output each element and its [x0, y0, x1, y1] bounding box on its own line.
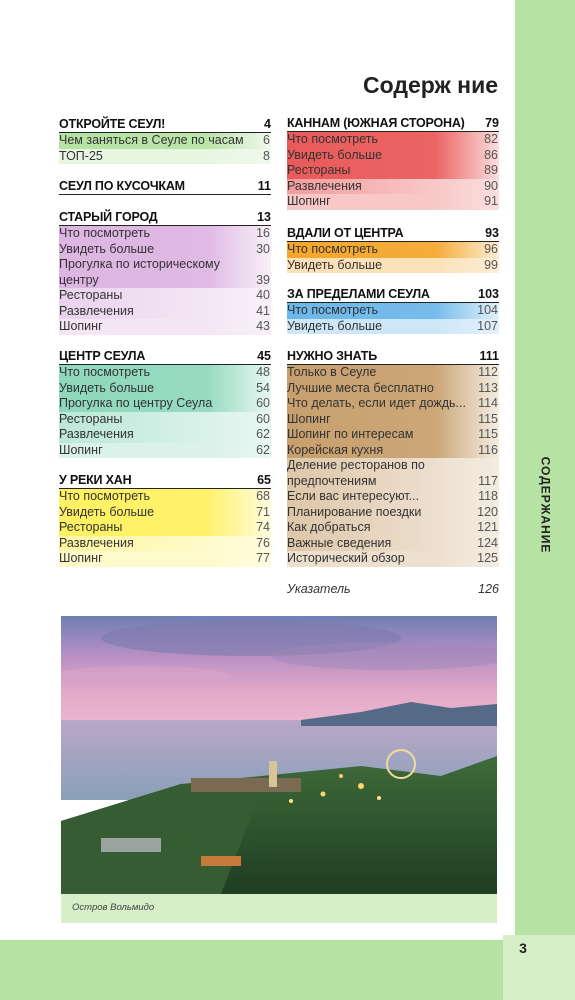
section-page: 45 — [257, 349, 271, 363]
entry-label: Рестораны — [59, 288, 123, 302]
entry-label: Шопинг — [59, 319, 103, 333]
toc-entry[interactable] — [287, 242, 499, 258]
entry-label: Рестораны — [287, 163, 351, 177]
entry-label: Шопинг по интересам — [287, 427, 414, 441]
entry-label: Прогулка по центру Сеула — [59, 396, 213, 410]
entry-page: 8 — [263, 148, 270, 163]
section-heading[interactable] — [287, 116, 499, 132]
toc-entry[interactable] — [59, 536, 271, 552]
entry-label: Деление ресторанов по предпочтениям — [287, 458, 425, 488]
toc-entry[interactable] — [287, 319, 499, 335]
entry-page: 113 — [478, 380, 498, 395]
entry-label: Шопинг — [287, 411, 331, 426]
toc-entry[interactable] — [59, 365, 271, 381]
entry-label: Важные сведения — [287, 535, 392, 550]
entry-page: 6 — [263, 133, 270, 147]
section-title: КАННАМ (ЮЖНАЯ СТОРОНА) — [287, 116, 465, 130]
entry-page: 60 — [256, 411, 270, 426]
toc-entry[interactable] — [59, 412, 271, 428]
toc-entry[interactable] — [59, 489, 271, 505]
entry-page: 118 — [478, 489, 498, 503]
section-page: 93 — [485, 226, 499, 240]
section-title: ЦЕНТР СЕУЛА — [59, 349, 146, 363]
toc-entry[interactable] — [287, 132, 499, 148]
section-heading[interactable] — [59, 349, 271, 365]
section-title: СЕУЛ ПО КУСОЧКАМ — [59, 179, 185, 193]
index-page: 126 — [478, 582, 499, 596]
entry-label: Развлечения — [59, 427, 134, 441]
entry-label: Шопинг — [59, 551, 103, 565]
section-heading[interactable] — [287, 226, 499, 242]
entry-page: 117 — [478, 473, 498, 488]
entry-page: 54 — [256, 380, 270, 395]
entry-page: 90 — [484, 178, 498, 193]
toc-entry[interactable] — [59, 427, 271, 443]
toc-entry[interactable] — [59, 381, 271, 397]
toc-section — [59, 473, 271, 567]
section-title: НУЖНО ЗНАТЬ — [287, 349, 378, 363]
entry-label: ТОП-25 — [59, 148, 103, 163]
toc-left-column — [59, 0, 271, 1]
bottom-color-band — [0, 940, 503, 1000]
entry-label: Рестораны — [59, 520, 123, 534]
index-label: Указатель — [287, 582, 351, 596]
entry-page: 30 — [256, 241, 270, 256]
toc-entry[interactable] — [287, 489, 499, 505]
toc-entry[interactable] — [59, 396, 271, 412]
entry-page: 107 — [477, 318, 498, 333]
photo-caption: Остров Вольмидо — [72, 902, 155, 913]
toc-entry[interactable] — [59, 505, 271, 521]
toc-entry[interactable] — [287, 179, 499, 195]
toc-section — [59, 210, 271, 335]
toc-entry[interactable] — [287, 458, 499, 489]
entry-page: 68 — [256, 489, 270, 503]
side-label — [515, 440, 575, 570]
entry-page: 71 — [256, 504, 270, 519]
section-page: 111 — [479, 349, 499, 363]
section-page: 103 — [478, 287, 499, 301]
section-page: 79 — [485, 116, 499, 130]
toc-entry[interactable] — [287, 148, 499, 164]
entry-page: 76 — [256, 535, 270, 550]
entry-label: Развлечения — [59, 303, 134, 318]
toc-section — [287, 349, 499, 567]
toc-section — [59, 117, 271, 164]
toc-entry[interactable] — [287, 303, 499, 319]
entry-label: Рестораны — [59, 411, 123, 426]
entry-page: 48 — [256, 365, 270, 379]
toc-entry[interactable] — [59, 443, 271, 459]
toc-entry[interactable] — [287, 520, 499, 536]
entry-label: Исторический обзор — [287, 551, 405, 565]
toc-entry[interactable] — [287, 505, 499, 521]
toc-entry[interactable] — [287, 381, 499, 397]
toc-entry[interactable] — [59, 319, 271, 335]
toc-section — [287, 226, 499, 273]
section-heading[interactable] — [287, 287, 499, 303]
entry-label: Развлечения — [59, 535, 134, 550]
entry-page: 104 — [477, 303, 498, 317]
toc-entry[interactable] — [287, 258, 499, 274]
toc-entry[interactable] — [59, 149, 271, 165]
entry-label: Что посмотреть — [287, 303, 379, 317]
page-number: 3 — [519, 940, 527, 956]
entry-page: 41 — [256, 303, 270, 318]
entry-page: 62 — [256, 442, 270, 457]
side-label-text: СОДЕРЖАНИЕ — [538, 456, 552, 554]
toc-entry[interactable] — [59, 257, 271, 288]
toc-entry[interactable] — [287, 412, 499, 428]
toc-entry[interactable] — [287, 551, 499, 567]
entry-label: Увидеть больше — [287, 257, 383, 272]
toc-section — [59, 179, 271, 195]
entry-label: Что посмотреть — [287, 132, 379, 146]
section-page: 13 — [257, 210, 271, 224]
entry-page: 116 — [478, 442, 498, 457]
entry-label: Корейская кухня — [287, 442, 384, 457]
entry-page: 74 — [256, 520, 270, 534]
photo-wolmido — [61, 616, 497, 894]
entry-page: 86 — [484, 147, 498, 162]
toc-entry[interactable] — [59, 520, 271, 536]
entry-label: Только в Сеуле — [287, 365, 377, 379]
section-title: У РЕКИ ХАН — [59, 473, 132, 487]
toc-entry[interactable] — [287, 396, 499, 412]
entry-page: 43 — [256, 319, 270, 333]
toc-entry[interactable] — [287, 365, 499, 381]
entry-label: Чем заняться в Сеуле по часам — [59, 133, 244, 147]
toc-section — [287, 287, 499, 334]
entry-page: 99 — [484, 257, 498, 272]
toc-entry[interactable] — [287, 194, 499, 210]
entry-label: Планирование поездки — [287, 504, 422, 519]
section-title: ОТКРОЙТЕ СЕУЛ! — [59, 117, 166, 131]
index-entry[interactable] — [287, 582, 499, 596]
entry-label: Лучшие места бесплатно — [287, 380, 434, 395]
entry-page: 91 — [484, 194, 498, 208]
section-heading[interactable] — [287, 349, 499, 365]
entry-label: Увидеть больше — [287, 147, 383, 162]
page-title: Содерж ние — [362, 72, 498, 98]
entry-label: Увидеть больше — [59, 380, 155, 395]
entry-label: Увидеть больше — [59, 504, 155, 519]
toc-section — [59, 349, 271, 458]
entry-page: 115 — [478, 427, 498, 441]
entry-page: 115 — [478, 411, 498, 426]
entry-page: 77 — [256, 551, 270, 565]
toc-section — [287, 116, 499, 210]
section-heading[interactable] — [59, 210, 271, 226]
entry-page: 60 — [256, 396, 270, 410]
section-heading[interactable] — [59, 117, 271, 133]
section-title: ВДАЛИ ОТ ЦЕНТРА — [287, 226, 404, 240]
entry-label: Что делать, если идет дождь... — [287, 396, 466, 410]
toc-entry[interactable] — [59, 288, 271, 304]
entry-label: Увидеть больше — [59, 241, 155, 256]
entry-page: 96 — [484, 242, 498, 256]
toc-entry[interactable] — [287, 443, 499, 459]
entry-label: Что посмотреть — [59, 365, 151, 379]
entry-page: 121 — [477, 520, 498, 534]
entry-page: 16 — [256, 226, 270, 240]
entry-label: Если вас интересуют... — [287, 489, 420, 503]
entry-label: Как добраться — [287, 520, 371, 534]
entry-page: 114 — [478, 396, 498, 410]
entry-label: Что посмотреть — [287, 242, 379, 256]
entry-page: 82 — [484, 132, 498, 146]
section-page: 65 — [257, 473, 271, 487]
section-heading[interactable] — [59, 473, 271, 489]
entry-page: 40 — [256, 288, 270, 302]
toc-entry[interactable] — [59, 242, 271, 258]
entry-label: Что посмотреть — [59, 489, 151, 503]
entry-page: 120 — [477, 504, 498, 519]
toc-entry[interactable] — [59, 133, 271, 149]
entry-label: Шопинг — [287, 194, 331, 208]
entry-label: Увидеть больше — [287, 318, 383, 333]
toc-entry[interactable] — [287, 163, 499, 179]
entry-page: 62 — [256, 427, 270, 441]
entry-page: 124 — [477, 535, 498, 550]
entry-label: Развлечения — [287, 178, 362, 193]
entry-page: 89 — [484, 163, 498, 177]
toc-entry[interactable] — [287, 427, 499, 443]
section-heading[interactable] — [59, 179, 271, 195]
entry-page: 125 — [477, 551, 498, 565]
entry-page: 39 — [256, 272, 270, 287]
entry-label: Прогулка по историческому центру — [59, 257, 221, 287]
landscape-illustration — [61, 616, 497, 894]
entry-label: Шопинг — [59, 442, 103, 457]
toc-entry[interactable] — [287, 536, 499, 552]
section-page: 4 — [264, 117, 271, 131]
entry-page: 112 — [478, 365, 498, 379]
section-title: ЗА ПРЕДЕЛАМИ СЕУЛА — [287, 287, 430, 301]
section-title: СТАРЫЙ ГОРОД — [59, 210, 158, 224]
toc-entry[interactable] — [59, 226, 271, 242]
toc-entry[interactable] — [59, 304, 271, 320]
section-page: 11 — [257, 179, 271, 193]
entry-label: Что посмотреть — [59, 226, 151, 240]
toc-entry[interactable] — [59, 551, 271, 567]
toc-right-column — [287, 0, 499, 1]
